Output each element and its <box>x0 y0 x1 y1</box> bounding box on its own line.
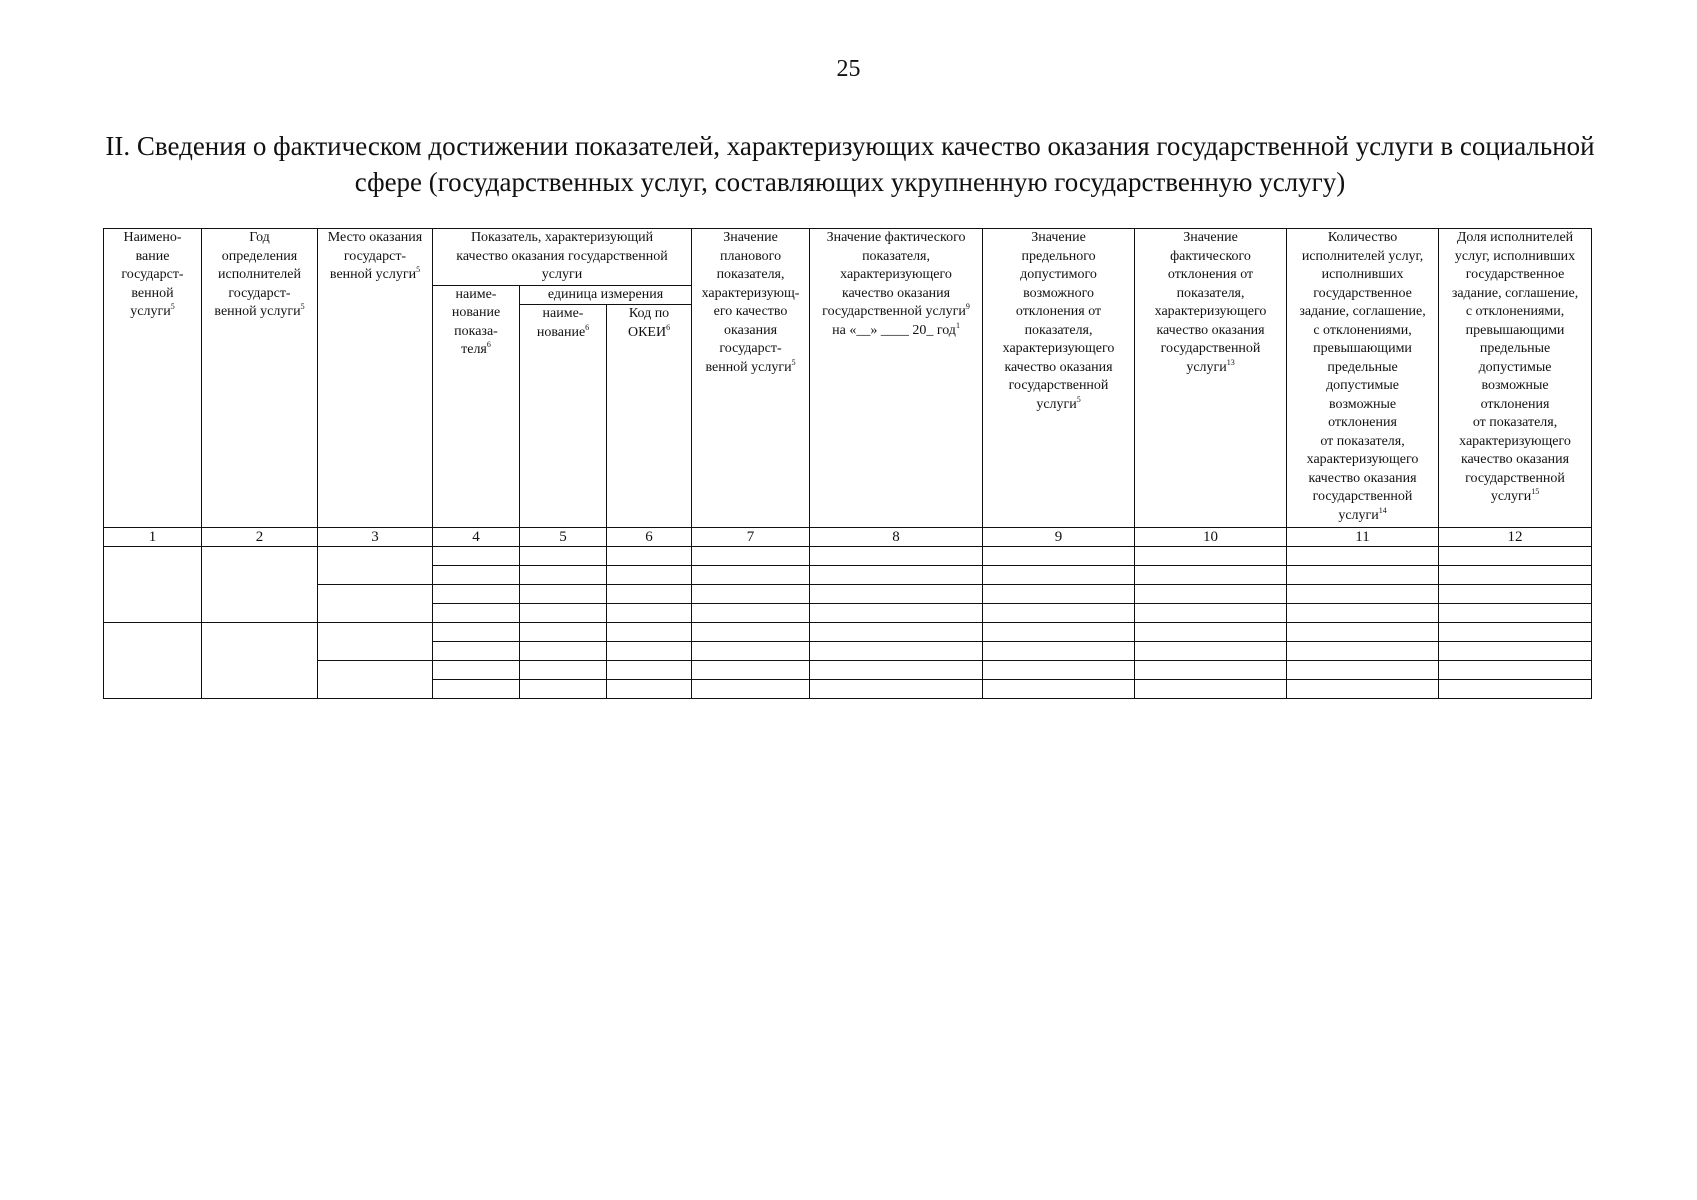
table-cell <box>1287 566 1439 585</box>
table-cell <box>607 547 692 566</box>
table-cell <box>692 585 810 604</box>
table-cell <box>983 623 1135 642</box>
table-cell <box>520 547 607 566</box>
table-cell <box>607 642 692 661</box>
table-cell <box>1287 547 1439 566</box>
table-cell <box>1135 547 1287 566</box>
table-cell <box>1287 585 1439 604</box>
table-cell <box>433 642 520 661</box>
table-cell <box>983 547 1135 566</box>
table-cell <box>1135 661 1287 680</box>
table-cell <box>607 661 692 680</box>
table-cell <box>1439 623 1592 642</box>
table-cell <box>810 680 983 699</box>
header-service-name: Наимено- вание государст- венной услуги$^5$ <box>104 229 202 528</box>
column-number: 9 <box>983 528 1135 547</box>
table-cell <box>983 680 1135 699</box>
header-max-deviation: Значение предельного допустимого возможного отклонения от показателя, характеризующего качество оказания государственной услуги$^5$ <box>983 229 1135 528</box>
table-cell <box>692 661 810 680</box>
table-cell <box>1439 604 1592 623</box>
place-cell <box>318 585 433 623</box>
year-cell <box>202 623 318 699</box>
table-cell <box>433 680 520 699</box>
table-row <box>104 547 1592 566</box>
table-cell <box>1287 642 1439 661</box>
table-cell <box>607 680 692 699</box>
table-cell <box>433 585 520 604</box>
table-cell <box>1439 680 1592 699</box>
header-okei-code: Код по ОКЕИ$^6$ <box>607 305 692 528</box>
table-cell <box>1135 623 1287 642</box>
table-cell <box>692 547 810 566</box>
header-year: Год определения исполнителей государст- венной услуги$^5$ <box>202 229 318 528</box>
table-cell <box>1135 566 1287 585</box>
table-cell <box>1135 604 1287 623</box>
table-cell <box>520 585 607 604</box>
table-cell <box>1287 604 1439 623</box>
place-cell <box>318 661 433 699</box>
section-title: II. Сведения о фактическом достижении показателей, характеризующих качество оказания государственной услуги в социальной сфере (государственных услуг, составляющих укрупненную государственную услугу) <box>105 131 1595 197</box>
table-cell <box>1135 642 1287 661</box>
table-cell <box>1439 661 1592 680</box>
table-cell <box>983 604 1135 623</box>
table-cell <box>810 623 983 642</box>
header-actual-value: Значение фактического показателя, характеризующего качество оказания государственной услуги$^9$ на «__» ____ 20_ год$^1$ <box>810 229 983 528</box>
table-cell <box>692 604 810 623</box>
table-cell <box>983 585 1135 604</box>
table-cell <box>520 566 607 585</box>
table-cell <box>1287 680 1439 699</box>
table-cell <box>433 604 520 623</box>
place-cell <box>318 547 433 585</box>
column-number: 7 <box>692 528 810 547</box>
table-cell <box>692 623 810 642</box>
table-cell <box>983 566 1135 585</box>
table-cell <box>692 566 810 585</box>
table-cell <box>520 623 607 642</box>
table-cell <box>607 604 692 623</box>
table-row <box>104 661 1592 680</box>
column-number: 12 <box>1439 528 1592 547</box>
column-number: 11 <box>1287 528 1439 547</box>
table-cell <box>692 642 810 661</box>
header-actual-deviation: Значение фактического отклонения от показателя, характеризующего качество оказания государственной услуги$^{13}$ <box>1135 229 1287 528</box>
table-cell <box>1287 623 1439 642</box>
header-executors-count: Количество исполнителей услуг, исполнивших государственное задание, соглашение, с отклонениями, превышающими предельные допустимые возможные отклонения от показателя, характеризующего качество оказания государственной услуги$^{14}$ <box>1287 229 1439 528</box>
column-number: 1 <box>104 528 202 547</box>
table-cell <box>810 585 983 604</box>
header-indicator-group: Показатель, характеризующий качество оказания государственной услуги <box>433 229 692 286</box>
table-cell <box>1135 585 1287 604</box>
service-name-cell <box>104 547 202 623</box>
service-name-cell <box>104 623 202 699</box>
column-number: 2 <box>202 528 318 547</box>
header-indicator-name: наиме- нование показа- теля$^6$ <box>433 285 520 528</box>
table-row <box>104 585 1592 604</box>
table-cell <box>1135 680 1287 699</box>
table-cell <box>433 623 520 642</box>
year-cell <box>202 547 318 623</box>
table-cell <box>607 623 692 642</box>
column-number: 8 <box>810 528 983 547</box>
header-place: Место оказания государст- венной услуги$^5$ <box>318 229 433 528</box>
table-cell <box>810 661 983 680</box>
column-number: 6 <box>607 528 692 547</box>
table-cell <box>810 566 983 585</box>
table-cell <box>1439 585 1592 604</box>
table-cell <box>520 680 607 699</box>
column-number: 4 <box>433 528 520 547</box>
header-unit-name: наиме- нование$^6$ <box>520 305 607 528</box>
column-number: 5 <box>520 528 607 547</box>
header-planned-value: Значение планового показателя, характеризующ- его качество оказания государст- венной услуги$^5$ <box>692 229 810 528</box>
table-cell <box>433 661 520 680</box>
table-cell <box>433 547 520 566</box>
table-cell <box>983 661 1135 680</box>
table-cell <box>520 642 607 661</box>
column-number: 10 <box>1135 528 1287 547</box>
table-cell <box>1287 661 1439 680</box>
table-cell <box>607 585 692 604</box>
table-cell <box>433 566 520 585</box>
table-cell <box>520 661 607 680</box>
table-cell <box>1439 547 1592 566</box>
place-cell <box>318 623 433 661</box>
table-cell <box>692 680 810 699</box>
column-number: 3 <box>318 528 433 547</box>
table-cell <box>607 566 692 585</box>
table-cell <box>1439 566 1592 585</box>
table-row <box>104 623 1592 642</box>
table-cell <box>810 642 983 661</box>
table-cell <box>983 642 1135 661</box>
report-table <box>103 228 1592 699</box>
table-cell <box>1439 642 1592 661</box>
column-numbers-row <box>104 528 1592 547</box>
table-cell <box>810 547 983 566</box>
header-unit-group: единица измерения <box>520 285 692 305</box>
header-executors-share: Доля исполнителей услуг, исполнивших государственное задание, соглашение, с отклонениями, превышающими предельные допустимые возможные отклонения от показателя, характеризующего качество оказания государственной услуги$^{15}$ <box>1439 229 1592 528</box>
table-cell <box>810 604 983 623</box>
table-cell <box>520 604 607 623</box>
page-number: 25 <box>836 56 861 82</box>
